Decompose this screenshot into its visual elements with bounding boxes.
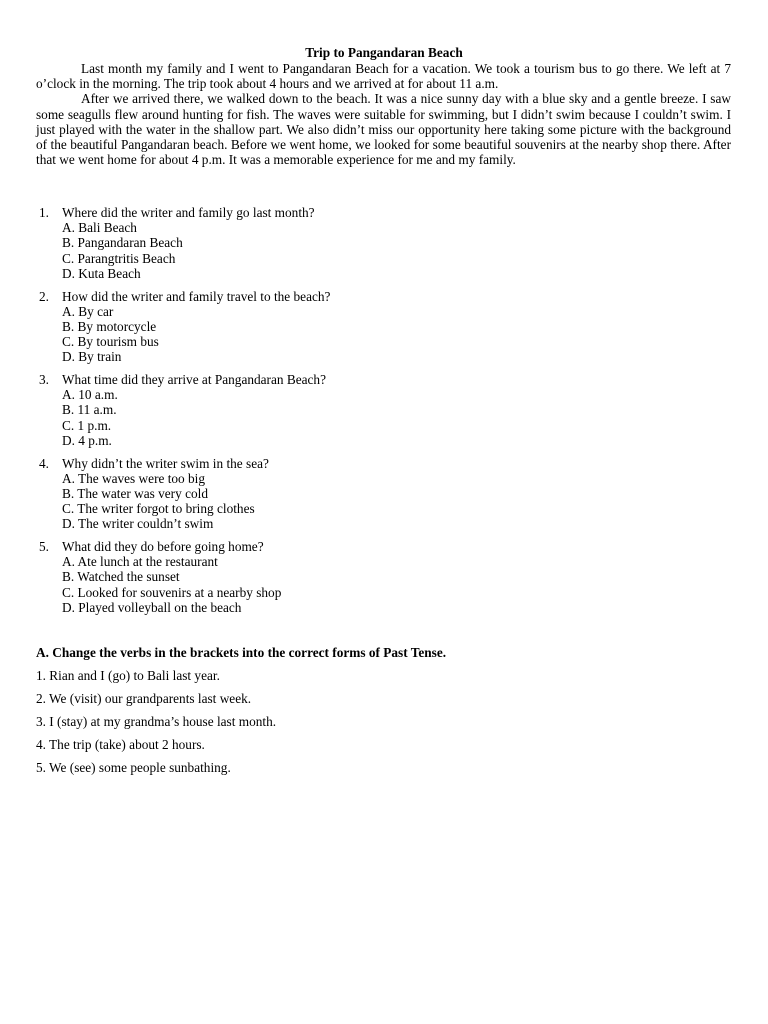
option: C. 1 p.m. [62, 417, 112, 433]
question-item [36, 456, 736, 532]
option: C. The writer forgot to bring clothes [62, 501, 255, 517]
question-number: 1. [39, 205, 49, 220]
question-item [36, 205, 736, 281]
exercise-section [36, 645, 736, 784]
exercise-item: 1. Rian and I (go) to Bali last year. [36, 668, 220, 684]
option: A. Ate lunch at the restaurant [62, 554, 218, 570]
story-text [36, 61, 731, 167]
option-list [62, 554, 736, 615]
question-item [36, 539, 736, 615]
exercise-item: 3. I (stay) at my grandma’s house last month. [36, 714, 277, 730]
exercise-heading: A. Change the verbs in the brackets into the correct forms of Past Tense. [36, 645, 447, 660]
question-text: Where did the writer and family go last month? [62, 205, 315, 220]
story-paragraph: Last month my family and I went to Pangandaran Beach for a vacation. We took a tourism bus to go there. We left at 7 o’clock in the morning. The trip took about 4 hours and we arrived at for about 11 a.m. [36, 61, 731, 92]
question-item [36, 289, 736, 365]
option-list [62, 220, 736, 281]
option: D. Kuta Beach [62, 265, 141, 281]
question-number: 2. [39, 288, 49, 304]
exercise-item: 2. We (visit) our grandparents last week. [36, 691, 252, 707]
option: B. The water was very cold [62, 485, 208, 501]
question-list [36, 205, 736, 623]
option: A. Bali Beach [62, 220, 137, 236]
option: B. By motorcycle [62, 318, 157, 334]
option: B. 11 a.m. [62, 402, 117, 418]
question-number: 4. [39, 455, 49, 471]
option: A. By car [62, 303, 114, 319]
question-number: 5. [39, 539, 49, 555]
option-list [62, 471, 736, 532]
question-text: Why didn’t the writer swim in the sea? [62, 455, 269, 471]
option-list [62, 387, 736, 448]
option: C. Parangtritis Beach [62, 250, 176, 266]
question-item [36, 372, 736, 448]
question-text: What did they do before going home? [62, 539, 264, 555]
exercise-item: 5. We (see) some people sunbathing. [36, 760, 231, 776]
exercise-item: 4. The trip (take) about 2 hours. [36, 737, 205, 753]
story-paragraph: After we arrived there, we walked down to the beach. It was a nice sunny day with a blue sky and a gentle breeze. I saw some seagulls flew around hunting for fish. The waves were suitable for swimming, but I didn’t swim because I couldn’t swim. I just played with the water in the shallow part. We also didn’t miss our opportunity here taking some picture with the background of the beautiful Pangandaran beach. Before we went home, we looked for some beautiful souvenirs at the nearby shop there. After that we went home for about 4 p.m. It was a memorable experience for me and my family. [36, 91, 731, 168]
question-number: 3. [39, 372, 49, 388]
story-title: Trip to Pangandaran Beach [305, 45, 463, 60]
option: D. Played volleyball on the beach [62, 599, 242, 615]
option: C. By tourism bus [62, 334, 159, 350]
option: D. The writer couldn’t swim [62, 516, 214, 532]
question-text: How did the writer and family travel to the beach? [62, 288, 331, 304]
option: B. Watched the sunset [62, 569, 180, 585]
option: A. 10 a.m. [62, 387, 118, 403]
option: D. 4 p.m. [62, 432, 112, 448]
option: B. Pangandaran Beach [62, 235, 183, 251]
option-list [62, 304, 736, 365]
question-text: What time did they arrive at Pangandaran Beach? [62, 372, 326, 388]
exercise-list [36, 668, 736, 776]
option: C. Looked for souvenirs at a nearby shop [62, 584, 282, 600]
option: D. By train [62, 349, 122, 365]
option: A. The waves were too big [62, 470, 206, 486]
